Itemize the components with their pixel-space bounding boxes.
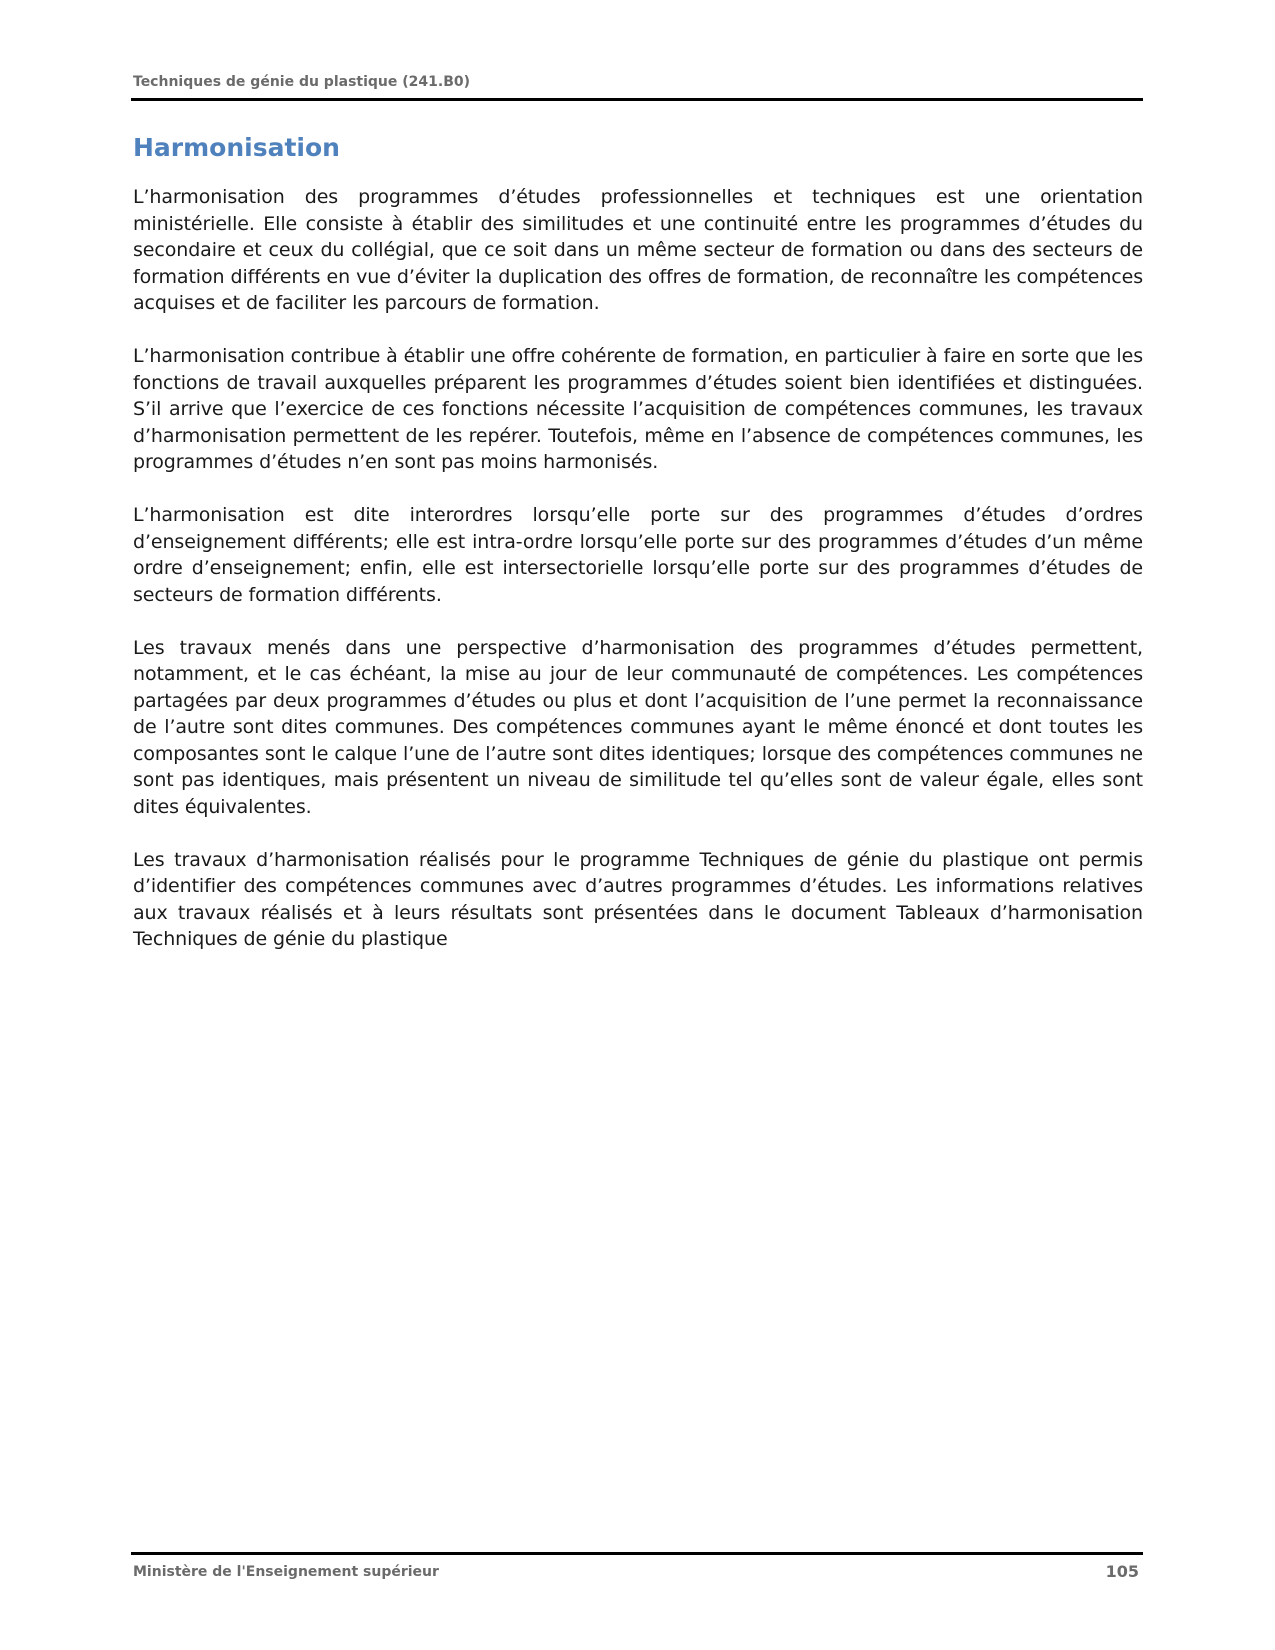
paragraph-types: L’harmonisation est dite interordres lorsqu’elle porte sur des programmes d’études d’ordres d’enseignement différents; elle est intra-ordre lorsqu’elle porte sur des programmes d’études d’un même ordre d’enseignement; enfin, elle est intersectorielle lorsqu’elle porte sur des programmes d’études de secteurs de formation différents. xyxy=(133,504,1143,606)
page-footer xyxy=(131,1552,1143,1585)
body-text xyxy=(133,184,1143,979)
paragraph-common-competencies: Les travaux menés dans une perspective d’harmonisation des programmes d’études permettent, notamment, et le cas échéant, la mise au jour de leur communauté de compétences. Les compétences partagées par deux programmes d’études ou plus et dont l’acquisition de l’une permet la reconnaissance de l’autre sont dites communes. Des compétences communes ayant le même énoncé et dont toutes les composantes sont le calque l’une de l’autre sont dites identiques; lorsque des compétences communes ne sont pas identiques, mais présentent un niveau de similitude tel qu’elles sont de valeur égale, elles sont dites équivalentes. xyxy=(133,636,1143,818)
paragraph-definition: L’harmonisation des programmes d’études professionnelles et techniques est une orientation ministérielle. Elle consiste à établir des similitudes et une continuité entre les programmes d’études du secondaire et ceux du collégial, que ce soit dans un même secteur de formation ou dans des secteurs de formation différents en vue d’éviter la duplication des offres de formation, de reconnaître les compétences acquises et de faciliter les parcours de formation. xyxy=(133,186,1143,314)
paragraph-contribution: L’harmonisation contribue à établir une offre cohérente de formation, en particulier à faire en sorte que les fonctions de travail auxquelles préparent les programmes d’études soient bien identifiées et distinguées. S’il arrive que l’exercice de ces fonctions nécessite l’acquisition de compétences communes, les travaux d’harmonisation permettent de les repérer. Toutefois, même en l’absence de compétences communes, les programmes d’études n’en sont pas moins harmonisés. xyxy=(133,345,1143,473)
section-heading: Harmonisation xyxy=(133,133,340,162)
header-title: Techniques de génie du plastique (241.B0) xyxy=(133,74,471,90)
paragraph-program-results: Les travaux d’harmonisation réalisés pour le programme Techniques de génie du plastique ont permis d’identifier des compétences communes avec d’autres programmes d’études. Les informations relatives aux travaux réalisés et à leurs résultats sont présentées dans le document Tableaux d’harmonisation Techniques de génie du plastique xyxy=(133,848,1143,950)
page-number: 105 xyxy=(1105,1562,1139,1581)
page-header xyxy=(131,74,1143,101)
footer-publisher: Ministère de l'Enseignement supérieur xyxy=(133,1564,439,1580)
